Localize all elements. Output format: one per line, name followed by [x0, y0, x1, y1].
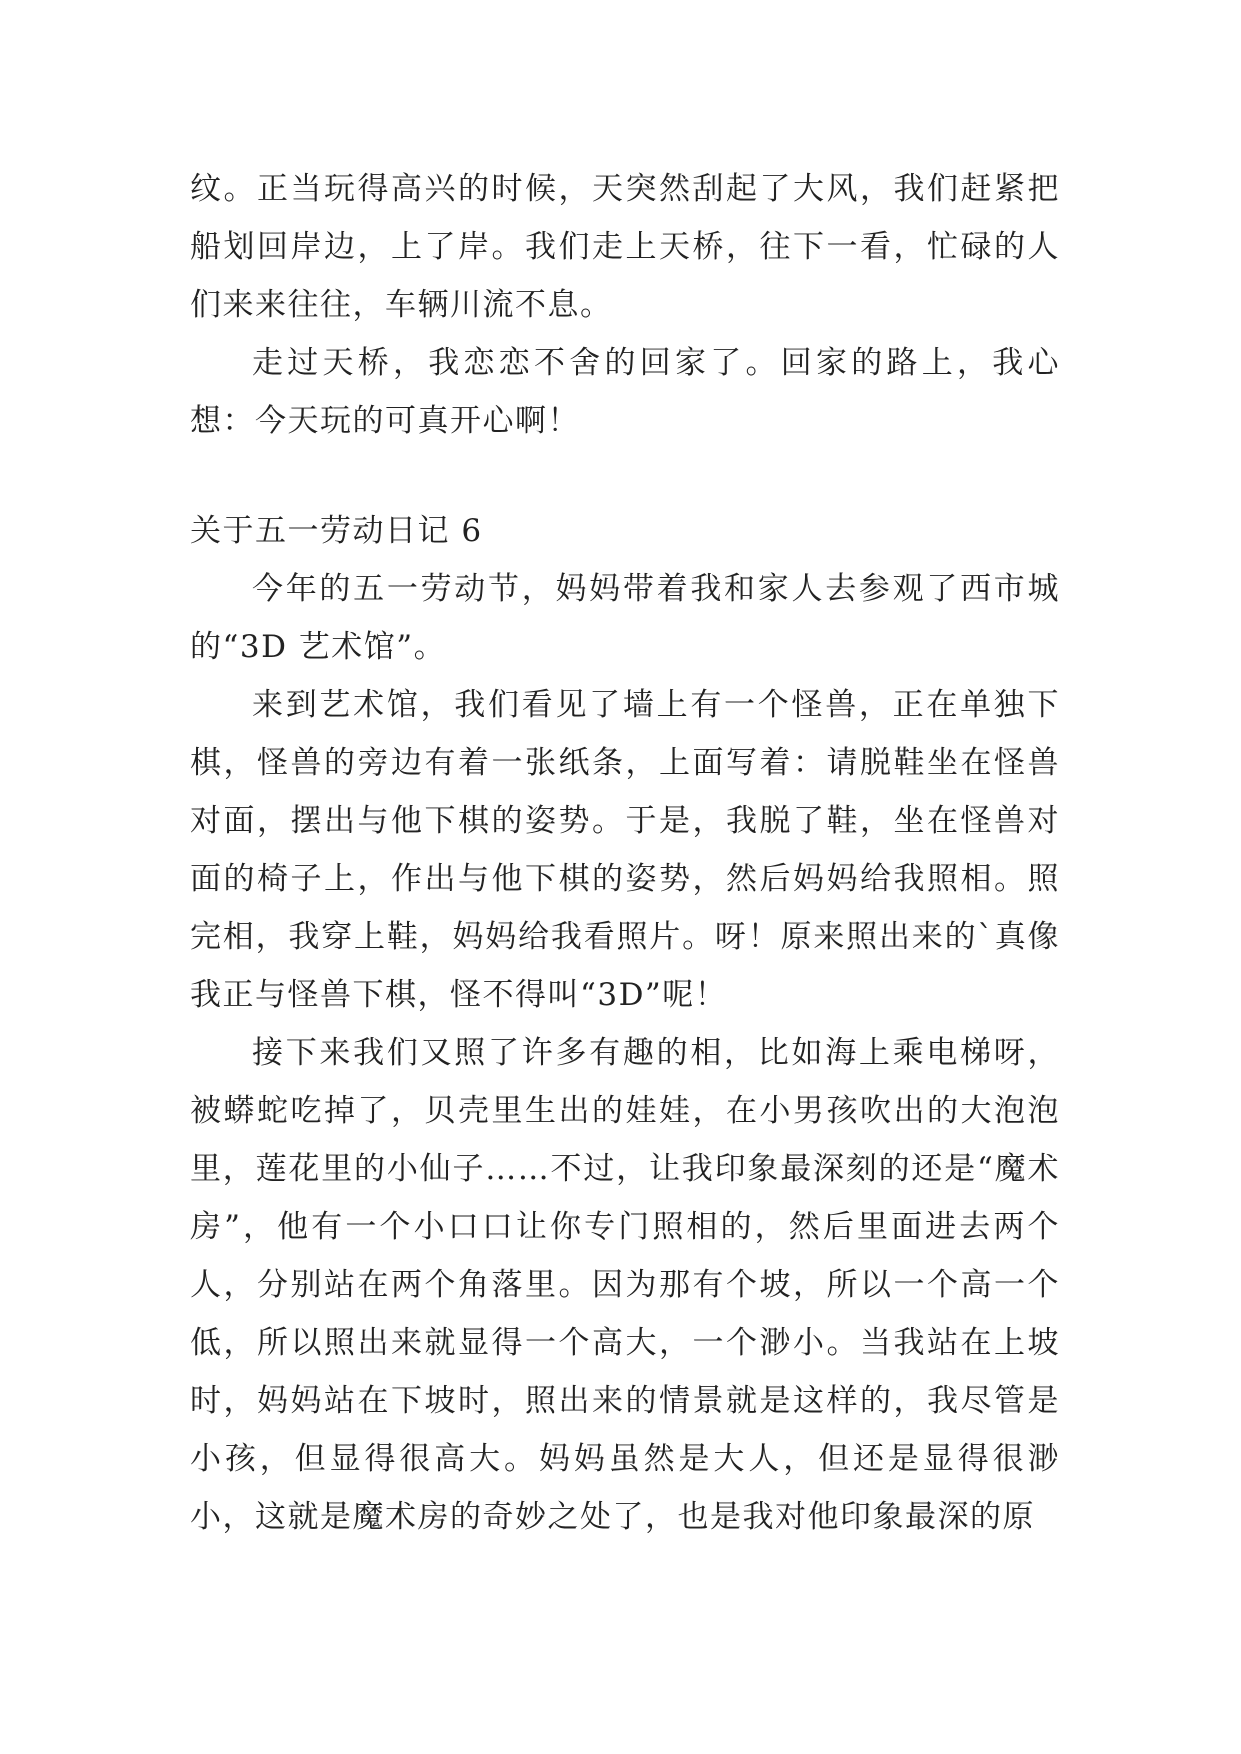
paragraph: 走过天桥，我恋恋不舍的回家了。回家的路上，我心想：今天玩的可真开心啊！: [190, 345, 1060, 439]
paragraph: 接下来我们又照了许多有趣的相，比如海上乘电梯呀，被蟒蛇吃掉了，贝壳里生出的娃娃，在小男孩吹出的大泡泡里，莲花里的小仙子……不过，让我印象最深刻的还是“魔术房”，他有一个小口口让你专门照相的，然后里面进去两个人，分别站在两个角落里。因为那有个坡，所以一个高一个低，所以照出来就显得一个高大，一个渺小。当我站在上坡时，妈妈站在下坡时，照出来的情景就是这样的，我尽管是小孩，但显得很高大。妈妈虽然是大人，但还是显得很渺小，这就是魔术房的奇妙之处了，也是我对他印象最深的原: [190, 1035, 1060, 1535]
paragraph: 来到艺术馆，我们看见了墙上有一个怪兽，正在单独下棋，怪兽的旁边有着一张纸条，上面写着：请脱鞋坐在怪兽对面，摆出与他下棋的姿势。于是，我脱了鞋，坐在怪兽对面的椅子上，作出与他下棋的姿势，然后妈妈给我照相。照完相，我穿上鞋，妈妈给我看照片。呀！原来照出来的`真像我正与怪兽下棋，怪不得叫“3D”呢！: [190, 687, 1060, 1013]
paragraph-continuation: 纹。正当玩得高兴的时候，天突然刮起了大风，我们赶紧把船划回岸边，上了岸。我们走上天桥，往下一看，忙碌的人们来来往往，车辆川流不息。: [190, 171, 1060, 323]
document-body: [190, 160, 1060, 1546]
paragraph: 今年的五一劳动节，妈妈带着我和家人去参观了西市城的“3D 艺术馆”。: [190, 571, 1060, 665]
section-heading: 关于五一劳动日记 6: [190, 513, 483, 549]
